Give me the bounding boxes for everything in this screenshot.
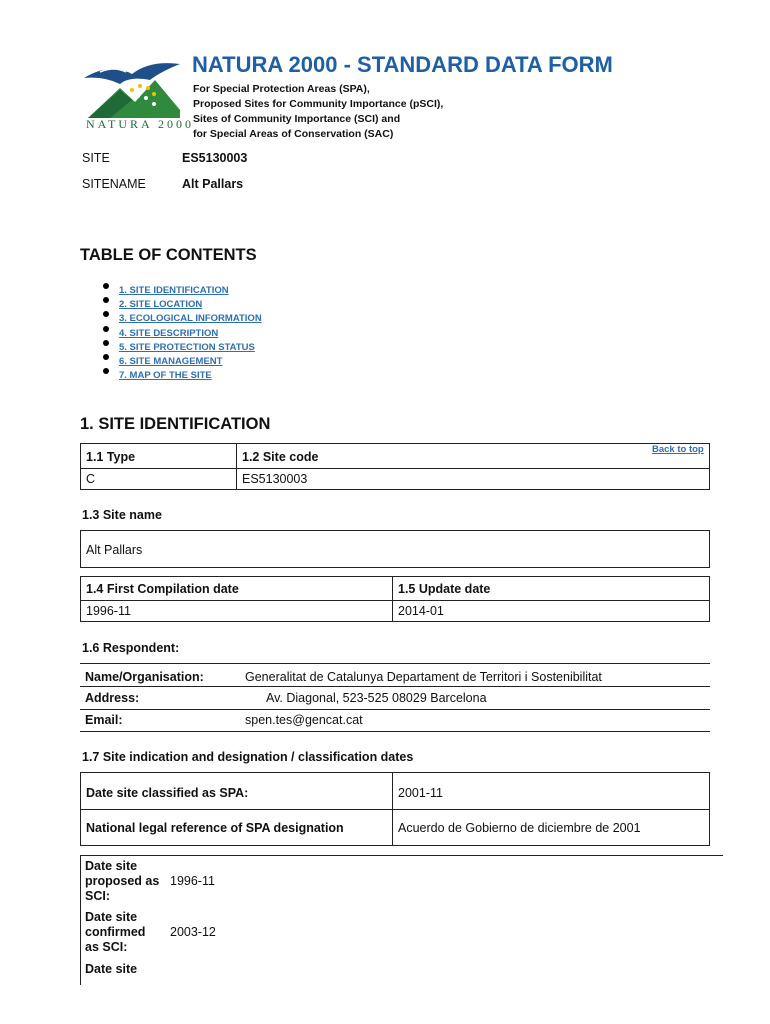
toc-link-map-of-the-site[interactable]: 7. MAP OF THE SITE xyxy=(119,370,212,382)
toc-item xyxy=(103,280,262,294)
sci-confirmed-label-line: confirmed xyxy=(85,925,146,939)
spa-reference-value: Acuerdo de Gobierno de diciembre de 2001 xyxy=(398,821,641,835)
sci-confirmed-value: 2003-12 xyxy=(170,925,216,939)
toc-link-site-description[interactable]: 4. SITE DESCRIPTION xyxy=(119,327,219,339)
update-date-value: 2014-01 xyxy=(398,604,444,618)
toc-link-site-protection-status[interactable]: 5. SITE PROTECTION STATUS xyxy=(119,341,255,353)
site-code-label: 1.2 Site code xyxy=(242,450,319,464)
email-label: Email: xyxy=(85,713,123,727)
toc-link-site-management[interactable]: 6. SITE MANAGEMENT xyxy=(119,355,223,367)
sitename-value: Alt Pallars xyxy=(182,177,244,191)
spa-date-label: Date site classified as SPA: xyxy=(86,786,249,800)
toc-link-site-identification[interactable]: 1. SITE IDENTIFICATION xyxy=(119,285,229,296)
back-to-top-link[interactable]: Back to top xyxy=(652,444,704,455)
sci-confirmed-label-line: as SCI: xyxy=(85,940,128,954)
page-subtitle xyxy=(193,82,443,142)
sci-proposed-label-line: proposed as xyxy=(85,874,160,888)
email-value: spen.tes@gencat.cat xyxy=(245,713,363,727)
logo-text: NATURA 2000 xyxy=(86,117,195,131)
designation-label: 1.7 Site indication and designation / classification dates xyxy=(82,750,414,764)
subtitle-line: Proposed Sites for Community Importance (pSCI), xyxy=(193,98,444,110)
organisation-value: Generalitat de Catalunya Departament de Territori i Sostenibilitat xyxy=(245,670,602,684)
section-1-heading: 1. SITE IDENTIFICATION xyxy=(80,415,271,433)
toc-heading: TABLE OF CONTENTS xyxy=(80,246,257,264)
toc-item xyxy=(103,294,262,311)
first-compilation-label: 1.4 First Compilation date xyxy=(86,582,239,596)
next-date-label: Date site xyxy=(85,962,138,976)
type-value: C xyxy=(86,472,96,486)
toc-item xyxy=(103,323,262,337)
address-value: Av. Diagonal, 523-525 08029 Barcelona xyxy=(266,691,487,705)
sci-confirmed-label-line: Date site xyxy=(85,910,138,924)
spa-date-value: 2001-11 xyxy=(398,786,443,800)
site-code-value: ES5130003 xyxy=(242,472,308,486)
sci-proposed-label-line: SCI: xyxy=(85,889,110,903)
subtitle-line: Sites of Community Importance (SCI) and xyxy=(193,113,401,125)
toc-link-ecological-information[interactable]: 3. ECOLOGICAL INFORMATION xyxy=(119,313,262,325)
toc-item xyxy=(103,365,262,382)
update-date-label: 1.5 Update date xyxy=(398,582,491,596)
toc-list xyxy=(103,280,262,382)
site-name-label: 1.3 Site name xyxy=(82,508,162,522)
spa-reference-label: National legal reference of SPA designation xyxy=(86,821,344,835)
site-name-box xyxy=(80,530,710,568)
subtitle-line: For Special Protection Areas (SPA), xyxy=(193,83,370,95)
subtitle-line: for Special Areas of Conservation (SAC) xyxy=(193,128,394,140)
site-name-value: Alt Pallars xyxy=(86,543,143,557)
first-compilation-value: 1996-11 xyxy=(86,604,131,618)
sitename-label: SITENAME xyxy=(82,177,146,191)
site-value: ES5130003 xyxy=(182,151,248,165)
respondent-label: 1.6 Respondent: xyxy=(82,641,180,655)
type-code-table xyxy=(80,443,710,490)
toc-item xyxy=(103,351,262,365)
toc-link-site-location[interactable]: 2. SITE LOCATION xyxy=(119,299,203,311)
sci-confirmed-label xyxy=(85,910,145,955)
page-title: NATURA 2000 - STANDARD DATA FORM xyxy=(192,52,613,77)
organisation-label: Name/Organisation: xyxy=(85,670,204,684)
site-label: SITE xyxy=(82,151,110,165)
sci-proposed-label xyxy=(85,859,159,904)
address-label: Address: xyxy=(85,691,140,705)
toc-item xyxy=(103,337,262,351)
toc-item xyxy=(103,308,262,325)
type-label: 1.1 Type xyxy=(86,450,136,464)
sci-proposed-value: 1996-11 xyxy=(170,874,215,888)
sci-proposed-label-line: Date site xyxy=(85,859,138,873)
